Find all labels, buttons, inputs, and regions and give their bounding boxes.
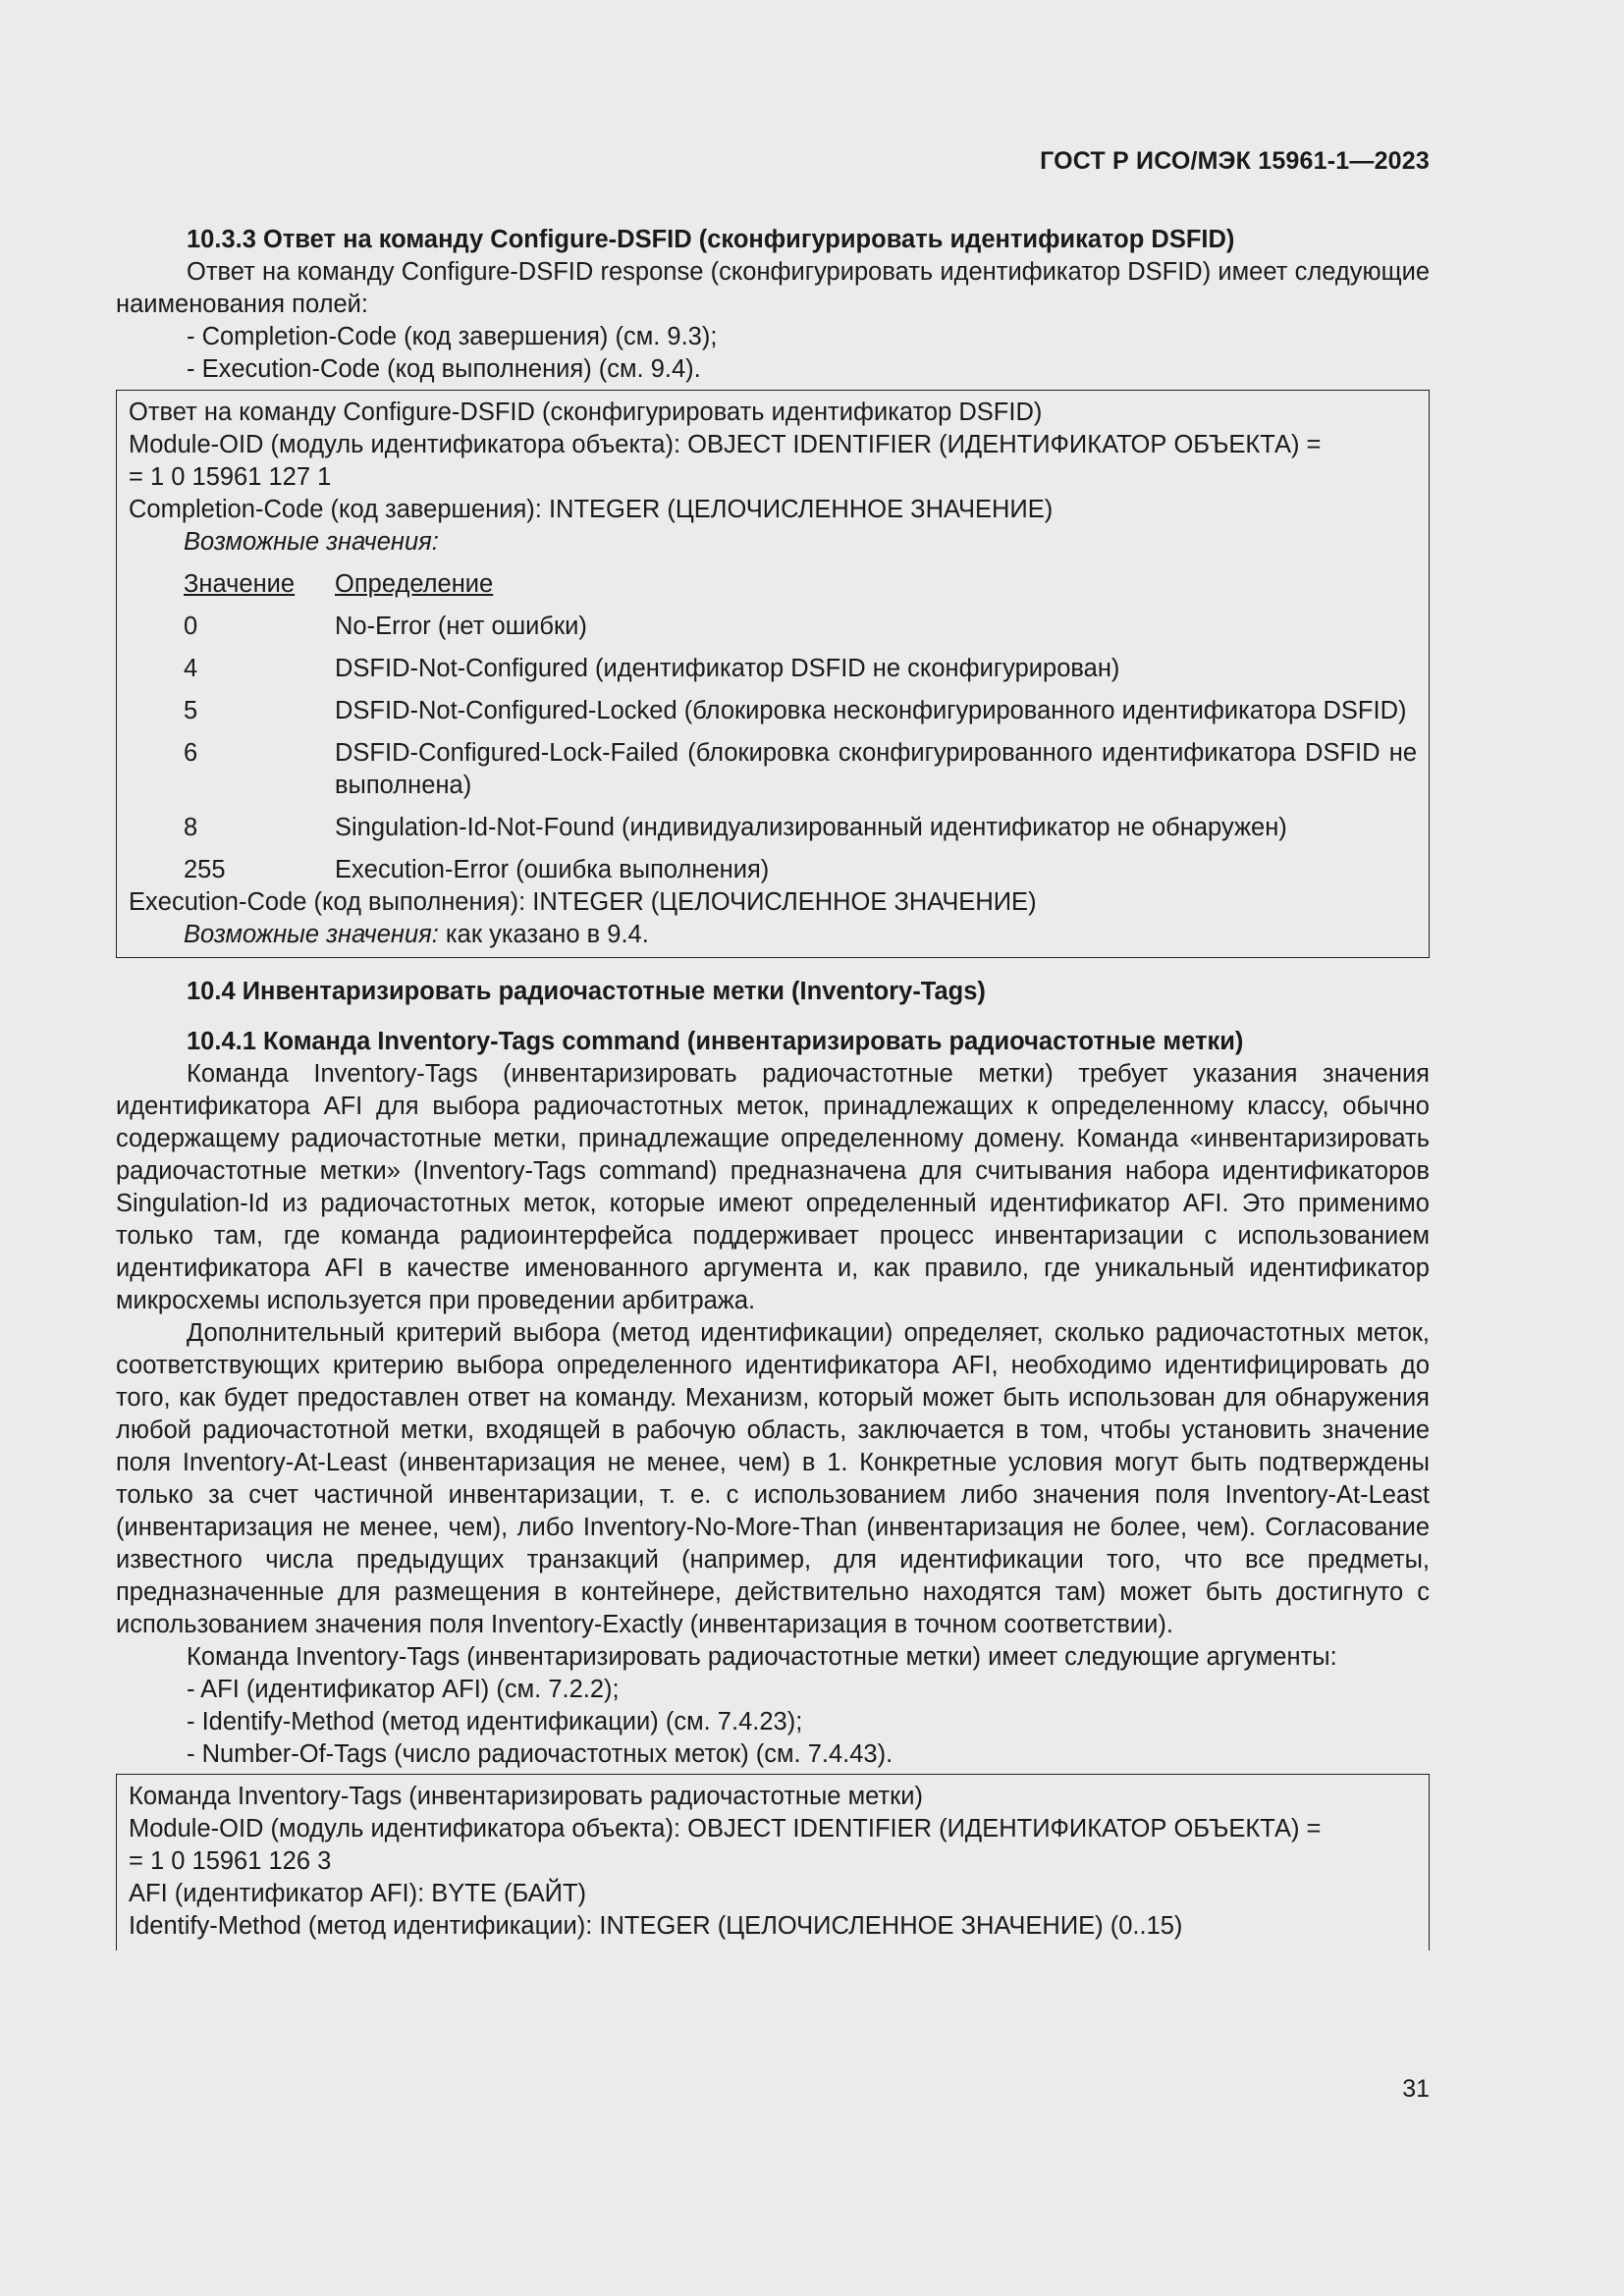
values-table — [129, 563, 1417, 886]
table-cell-value: 5 — [184, 697, 198, 724]
table-cell-value: 8 — [184, 814, 198, 841]
body-paragraph: Команда Inventory-Tags (инвентаризировать радиочастотные метки) имеет следующие аргументы: — [187, 1643, 1337, 1671]
argument-list-item: - Identify-Method (метод идентификации) (см. 7.4.23); — [187, 1708, 803, 1735]
box-title: Ответ на команду Configure-DSFID (сконфигурировать идентификатор DSFID) — [129, 399, 1043, 426]
values-column-header: Значение — [184, 570, 296, 598]
completion-code-line: Completion-Code (код завершения): INTEGER (ЦЕЛОЧИСЛЕННОЕ ЗНАЧЕНИЕ) — [129, 496, 1054, 523]
table-cell-value: 255 — [184, 856, 226, 883]
table-cell-definition: Execution-Error (ошибка выполнения) — [335, 856, 770, 883]
section-heading-10-3-3: 10.3.3 Ответ на команду Configure-DSFID (сконфигурировать идентификатор DSFID) — [187, 226, 1235, 253]
box-title: Команда Inventory-Tags (инвентаризировать радиочастотные метки) — [129, 1783, 924, 1810]
page-content — [116, 224, 1430, 1950]
body-paragraph: Команда Inventory-Tags (инвентаризировать радиочастотные метки) требует указания значения идентификатора AFI для выбора радиочастотных меток, принадлежащих к определенному классу, обычно содержащему радиочастотные метки, принадлежащие определенному домену. Команда «инвентаризировать радиочастотные метки» (Inventory-Tags command) предназначена для считывания набора идентификаторов Singulation-Id из радиочастотных меток, которые имеют определенный идентификатор AFI. Это применимо только там, где команда радиоинтерфейса поддерживает процесс инвентаризации с использованием идентификатора AFI в качестве именованного аргумента и, как правило, где уникальный идентификатор микросхемы используется при проведении арбитража. — [116, 1060, 1430, 1314]
afi-line: AFI (идентификатор AFI): BYTE (БАЙТ) — [129, 1880, 587, 1907]
response-definition-box — [116, 390, 1430, 958]
field-list-item: - Completion-Code (код завершения) (см. 9.3); — [187, 323, 718, 350]
identify-method-line: Identify-Method (метод идентификации): INTEGER (ЦЕЛОЧИСЛЕННОЕ ЗНАЧЕНИЕ) (0..15) — [129, 1912, 1183, 1940]
possible-values-label: Возможные значения: — [184, 528, 439, 556]
standard-header: ГОСТ Р ИСО/МЭК 15961-1—2023 — [1040, 147, 1430, 175]
command-definition-box — [116, 1774, 1430, 1950]
field-list-item: - Execution-Code (код выполнения) (см. 9.4). — [187, 355, 701, 383]
section-intro-paragraph: Ответ на команду Configure-DSFID response (сконфигурировать идентификатор DSFID) имеет следующие наименования полей: — [116, 258, 1430, 318]
section-heading-10-4-1: 10.4.1 Команда Inventory-Tags command (инвентаризировать радиочастотные метки) — [187, 1028, 1244, 1055]
table-cell-value: 0 — [184, 613, 198, 640]
module-oid-line: Module-OID (модуль идентификатора объекта): OBJECT IDENTIFIER (ИДЕНТИФИКАТОР ОБЪЕКТА) = — [129, 431, 1322, 458]
table-cell-value: 4 — [184, 655, 198, 682]
module-oid-value: = 1 0 15961 126 3 — [129, 1847, 332, 1875]
module-oid-line: Module-OID (модуль идентификатора объекта): OBJECT IDENTIFIER (ИДЕНТИФИКАТОР ОБЪЕКТА) = — [129, 1815, 1322, 1842]
table-cell-definition: DSFID-Not-Configured-Locked (блокировка несконфигурированного идентификатора DSFID) — [335, 697, 1407, 724]
argument-list-item: - Number-Of-Tags (число радиочастотных меток) (см. 7.4.43). — [187, 1740, 893, 1768]
table-cell-definition: Singulation-Id-Not-Found (индивидуализированный идентификатор не обнаружен) — [335, 814, 1287, 841]
exec-possible-text: как указано в 9.4. — [438, 921, 649, 948]
page-number: 31 — [1402, 2075, 1430, 2103]
module-oid-value: = 1 0 15961 127 1 — [129, 463, 332, 491]
table-cell-definition: DSFID-Not-Configured (идентификатор DSFID не сконфигурирован) — [335, 655, 1120, 682]
table-cell-definition: DSFID-Configured-Lock-Failed (блокировка сконфигурированного идентификатора DSFID не выполнена) — [335, 739, 1417, 799]
execution-code-line: Execution-Code (код выполнения): INTEGER (ЦЕЛОЧИСЛЕННОЕ ЗНАЧЕНИЕ) — [129, 888, 1037, 916]
body-paragraph: Дополнительный критерий выбора (метод идентификации) определяет, сколько радиочастотных меток, соответствующих критерию выбора определенного идентификатора AFI, необходимо идентифицировать до того, как будет предоставлен ответ на команду. Механизм, который может быть использован для обнаружения любой радиочастотной метки, входящей в рабочую область, заключается в том, чтобы установить значение поля Inventory-At-Least (инвентаризация не менее, чем) в 1. Конкретные условия могут быть подтверждены только за счет частичной инвентаризации, т. е. с использованием либо значения поля Inventory-At-Least (инвентаризация не менее, чем), либо Inventory-No-More-Than (инвентаризация не более, чем). Согласование известного числа предыдущих транзакций (например, для идентификации того, что все предметы, предназначенные для размещения в контейнере, действительно находятся там) может быть достигнуто с использованием значения поля Inventory-Exactly (инвентаризация в точном соответствии). — [116, 1319, 1430, 1638]
argument-list-item: - AFI (идентификатор AFI) (см. 7.2.2); — [187, 1676, 620, 1703]
section-heading-10-4: 10.4 Инвентаризировать радиочастотные метки (Inventory-Tags) — [187, 978, 986, 1005]
exec-possible-values — [129, 919, 1417, 951]
definition-column-header: Определение — [335, 570, 494, 598]
exec-possible-label: Возможные значения: — [184, 921, 439, 948]
table-cell-definition: No-Error (нет ошибки) — [335, 613, 587, 640]
table-cell-value: 6 — [184, 739, 198, 767]
